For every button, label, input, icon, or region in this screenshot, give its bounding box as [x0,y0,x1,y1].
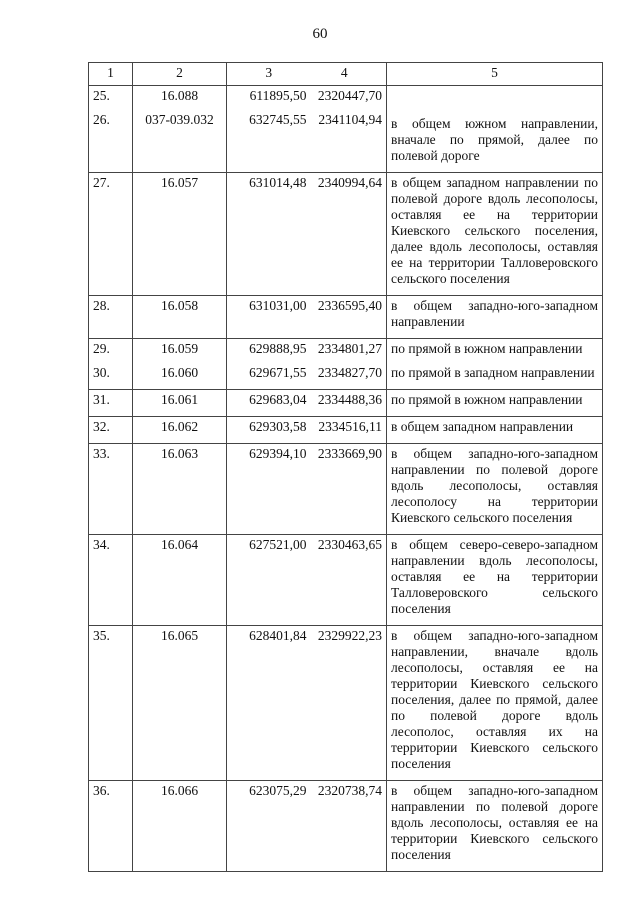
point-code: 16.065 [133,626,227,781]
header-col-2: 2 [133,63,227,86]
header-col-34 [227,63,387,86]
coordinates-cell [227,173,387,296]
coord-x: 627521,00 [249,537,307,552]
point-code: 16.064 [133,535,227,626]
point-code: 16.062 [133,417,227,444]
row-number: 34. [89,535,133,626]
boundary-table [88,62,603,872]
table-row [89,626,603,781]
table-row [89,86,603,173]
coordinates-cell [227,535,387,626]
header-col-1: 1 [89,63,133,86]
direction-description: в общем западно-юго-западном направлении, вначале вдоль лесополосы, оставляя ее на территории Киевского сельского поселения, далее по прямой, далее по полевой дороге вдоль лесополос, оставляя их на территории Киевского сельского поселения [387,626,603,781]
table-row [89,417,603,444]
point-code: 037-039.032 [145,112,214,127]
coord-x: 629671,55 [249,365,307,380]
table-row [89,173,603,296]
table-header-row [89,63,603,86]
coord-x: 629303,58 [249,419,307,434]
row-number: 36. [89,781,133,872]
direction-description: по прямой в южном направлении [391,341,583,356]
coord-x: 631014,48 [249,175,307,190]
row-number: 32. [89,417,133,444]
row-number: 31. [89,390,133,417]
coord-x: 629683,04 [249,392,307,407]
coord-x: 629888,95 [249,341,307,356]
row-number: 25. [93,88,110,103]
coord-x: 632745,55 [249,112,307,127]
row-number: 26. [93,112,110,127]
coord-x: 623075,29 [249,783,307,798]
page-number: 60 [312,26,328,42]
coordinates-cell [227,781,387,872]
coord-y: 2330463,65 [317,537,382,552]
header-col-5: 5 [387,63,603,86]
row-number: 28. [89,296,133,339]
table-row [89,781,603,872]
direction-description: по прямой в южном направлении [387,390,603,417]
table-row [89,339,603,390]
coord-y: 2336595,40 [317,298,382,313]
coord-x: 611895,50 [249,88,307,103]
coord-y: 2334801,27 [317,341,382,356]
point-code: 16.063 [133,444,227,535]
point-code-cell [133,86,227,173]
row-number: 35. [89,626,133,781]
table-row [89,444,603,535]
coordinates-cell [227,444,387,535]
row-number: 29. [93,341,110,356]
point-code-cell [133,339,227,390]
direction-description: в общем южном направлении, вначале по прямой, далее по полевой дороге [391,116,598,163]
point-code: 16.088 [160,88,199,103]
row-number: 27. [89,173,133,296]
coordinates-cell [227,86,387,173]
table-row [89,296,603,339]
table-row [89,535,603,626]
coord-x: 631031,00 [249,298,307,313]
coord-y: 2340994,64 [317,175,382,190]
coord-y: 2320738,74 [317,783,382,798]
coord-y: 2334827,70 [317,365,382,380]
point-code: 16.060 [160,365,199,380]
coord-x: 629394,10 [249,446,307,461]
point-code: 16.066 [133,781,227,872]
coordinates-cell [227,626,387,781]
direction-description: по прямой в западном направлении [391,365,595,380]
row-number: 33. [89,444,133,535]
coord-y: 2334488,36 [317,392,382,407]
row-number-cell [89,86,133,173]
direction-description: в общем северо-северо-западном направлении вдоль лесополосы, оставляя ее на территории Талловеровского сельского поселения [387,535,603,626]
direction-description: в общем западно-юго-западном направлении [387,296,603,339]
table-row [89,390,603,417]
coord-y: 2334516,11 [318,419,382,434]
row-number: 30. [93,365,110,380]
coord-x: 628401,84 [249,628,307,643]
point-code: 16.059 [160,341,199,356]
point-code: 16.061 [133,390,227,417]
point-code: 16.057 [133,173,227,296]
direction-description: в общем западном направлении по полевой дороге вдоль лесополосы, оставляя ее на территории Киевского сельского поселения, далее вдоль лесополосы, оставляя ее на территории Талловеровского сельского поселения [387,173,603,296]
coordinates-cell [227,339,387,390]
direction-description: в общем западно-юго-западном направлении по полевой дороге вдоль лесополосы, оставляя ее на территории Киевского сельского поселения [387,781,603,872]
direction-description: в общем западно-юго-западном направлении по полевой дороге вдоль лесополосы, оставляя лесополосу на территории Киевского сельского поселения [387,444,603,535]
row-number-cell [89,339,133,390]
point-code: 16.058 [133,296,227,339]
coord-y: 2320447,70 [317,88,382,103]
direction-description: в общем западном направлении [387,417,603,444]
coord-y: 2341104,94 [318,112,382,127]
header-col-3: 3 [265,65,273,80]
direction-description-cell [387,339,603,390]
direction-description-cell [387,86,603,173]
coord-y: 2333669,90 [317,446,382,461]
header-col-4: 4 [340,65,348,80]
coordinates-cell [227,296,387,339]
coordinates-cell [227,390,387,417]
coordinates-cell [227,417,387,444]
coord-y: 2329922,23 [317,628,382,643]
